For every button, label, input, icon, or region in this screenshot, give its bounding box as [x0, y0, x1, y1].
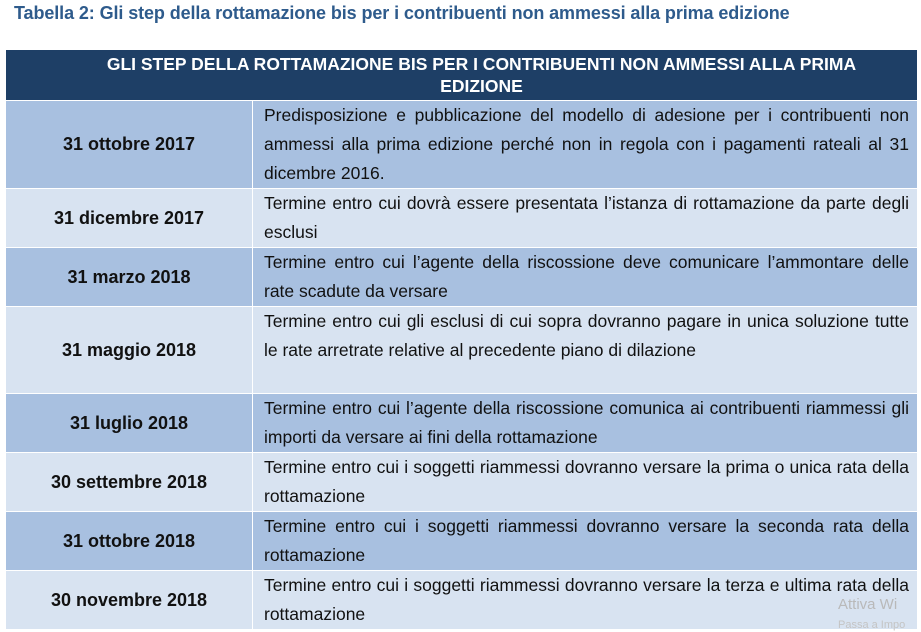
table-header-row [6, 50, 918, 101]
table-row [6, 189, 918, 248]
table-header: GLI STEP DELLA ROTTAMAZIONE BIS PER I CONTRIBUENTI NON AMMESSI ALLA PRIMA EDIZIONE [6, 50, 918, 101]
row-date: 31 luglio 2018 [6, 394, 253, 453]
table-row [6, 571, 918, 630]
row-date: 31 marzo 2018 [6, 248, 253, 307]
activation-watermark: Attiva Wi [838, 596, 898, 613]
activation-watermark-subtext: Passa a Impo [838, 619, 906, 631]
table-row [6, 453, 918, 512]
table-row [6, 512, 918, 571]
row-description: Termine entro cui dovrà essere presentata l’istanza di rottamazione da parte degli esclusi [253, 189, 918, 248]
row-description: Termine entro cui gli esclusi di cui sopra dovranno pagare in unica soluzione tutte le rate arretrate relative al precedente piano di dilazione [253, 307, 918, 394]
row-date: 31 dicembre 2017 [6, 189, 253, 248]
row-description: Predisposizione e pubblicazione del modello di adesione per i contribuenti non ammessi alla prima edizione perché non in regola con i pagamenti rateali al 31 dicembre 2016. [253, 101, 918, 189]
steps-table [5, 49, 918, 630]
row-date: 30 novembre 2018 [6, 571, 253, 630]
table-row [6, 101, 918, 189]
table-row [6, 248, 918, 307]
row-date: 31 ottobre 2017 [6, 101, 253, 189]
row-date: 31 ottobre 2018 [6, 512, 253, 571]
row-description: Termine entro cui i soggetti riammessi dovranno versare la prima o unica rata della rottamazione [253, 453, 918, 512]
row-description: Termine entro cui i soggetti riammessi dovranno versare la seconda rata della rottamazione [253, 512, 918, 571]
row-description: Termine entro cui l’agente della riscossione deve comunicare l’ammontare delle rate scadute da versare [253, 248, 918, 307]
row-description: Termine entro cui i soggetti riammessi dovranno versare la terza e ultima rata della rottamazione [253, 571, 918, 630]
table-row [6, 307, 918, 394]
table-row [6, 394, 918, 453]
table-caption: Tabella 2: Gli step della rottamazione bis per i contribuenti non ammessi alla prima edizione [14, 3, 790, 23]
row-date: 31 maggio 2018 [6, 307, 253, 394]
row-description: Termine entro cui l’agente della riscossione comunica ai contribuenti riammessi gli importi da versare ai fini della rottamazione [253, 394, 918, 453]
row-date: 30 settembre 2018 [6, 453, 253, 512]
